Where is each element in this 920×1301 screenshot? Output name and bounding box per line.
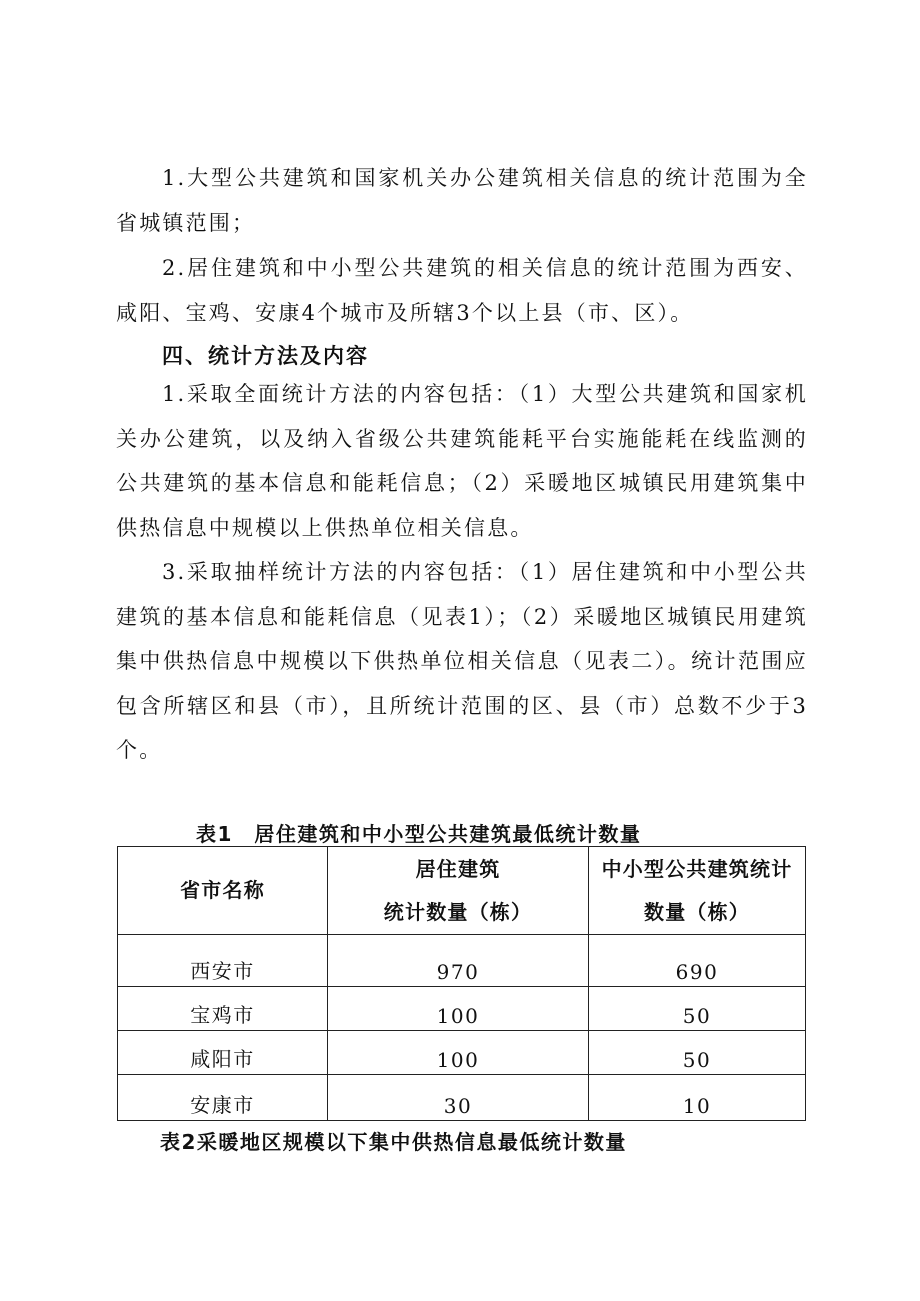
cell-public: 10 <box>589 1075 806 1121</box>
cell-city: 西安市 <box>118 935 328 987</box>
cell-city: 安康市 <box>118 1075 328 1121</box>
table-row <box>118 1075 806 1121</box>
cell-city: 咸阳市 <box>118 1031 328 1075</box>
paragraph-scope-large-public: 1.大型公共建筑和国家机关办公建筑相关信息的统计范围为全省城镇范围； <box>116 166 808 235</box>
table1-minimum-counts <box>117 846 806 1121</box>
table-row <box>118 935 806 987</box>
cell-residential: 100 <box>328 1031 589 1075</box>
header-city-name: 省市名称 <box>118 847 328 935</box>
paragraph-scope-residential: 2.居住建筑和中小型公共建筑的相关信息的统计范围为西安、咸阳、宝鸡、安康4个城市及所辖3个以上县（市、区）。 <box>116 256 808 325</box>
paragraph-full-statistics: 1.采取全面统计方法的内容包括：（1）大型公共建筑和国家机关办公建筑，以及纳入省级公共建筑能耗平台实施能耗在线监测的公共建筑的基本信息和能耗信息；（2）采暖地区城镇民用建筑集中供热信息中规模以上供热单位相关信息。 <box>116 382 808 540</box>
paragraph-sample-statistics: 3.采取抽样统计方法的内容包括：（1）居住建筑和中小型公共建筑的基本信息和能耗信息（见表1）；（2）采暖地区城镇民用建筑集中供热信息中规模以下供热单位相关信息（见表二）。统计范围应包含所辖区和县（市），且所统计范围的区、县（市）总数不少于3个。 <box>116 560 808 762</box>
header-public-count: 中小型公共建筑统计 数量（栋） <box>589 847 806 935</box>
table1-header-row <box>118 847 806 935</box>
cell-residential: 30 <box>328 1075 589 1121</box>
cell-public: 50 <box>589 987 806 1031</box>
section-heading-methods: 四、统计方法及内容 <box>162 344 369 368</box>
cell-public: 690 <box>589 935 806 987</box>
cell-city: 宝鸡市 <box>118 987 328 1031</box>
cell-residential: 100 <box>328 987 589 1031</box>
header-residential-count: 居住建筑 统计数量（栋） <box>328 847 589 935</box>
table-row <box>118 987 806 1031</box>
cell-public: 50 <box>589 1031 806 1075</box>
table-row <box>118 1031 806 1075</box>
table2-caption: 表2采暖地区规模以下集中供热信息最低统计数量 <box>160 1130 627 1154</box>
table1-caption: 表1 居住建筑和中小型公共建筑最低统计数量 <box>196 822 642 846</box>
cell-residential: 970 <box>328 935 589 987</box>
